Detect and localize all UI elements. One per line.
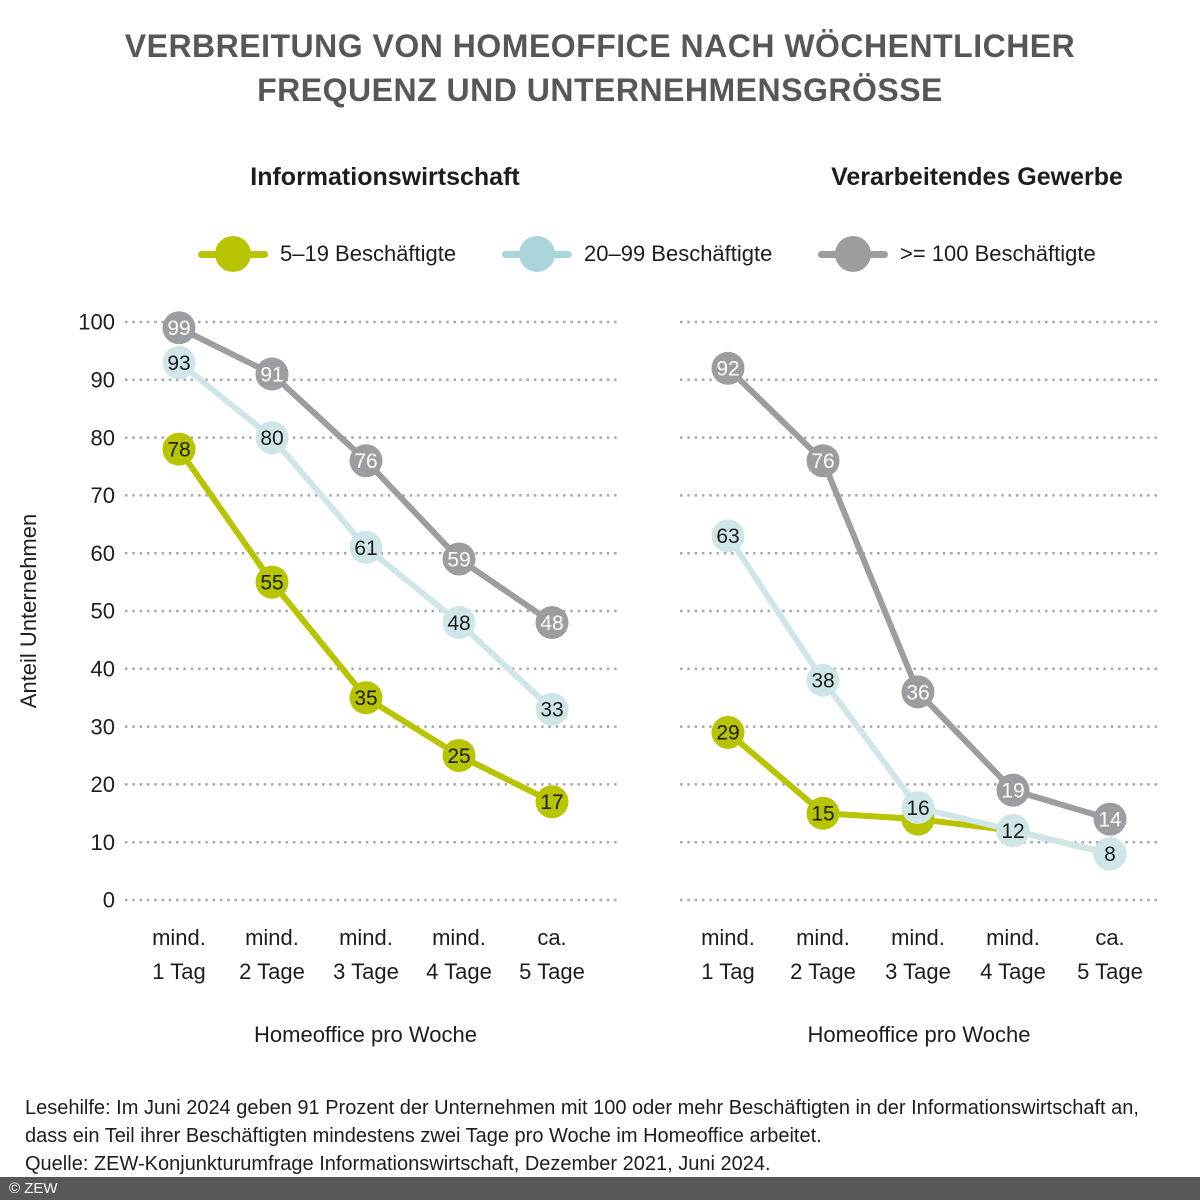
lesehilfe-text-line2: dass ein Teil ihrer Beschäftigten mindestens zwei Tage pro Woche im Homeoffice arbeitet. bbox=[25, 1125, 822, 1147]
data-point-label: 92 bbox=[716, 357, 740, 381]
data-point-label: 99 bbox=[167, 317, 191, 341]
x-tick-label-line2: 2 Tage bbox=[239, 959, 305, 984]
x-tick-label-line1: ca. bbox=[537, 925, 567, 950]
data-point-label: 59 bbox=[447, 548, 471, 572]
x-tick-label-line1: mind. bbox=[701, 925, 755, 950]
y-tick-label: 50 bbox=[90, 598, 115, 624]
data-point-label: 76 bbox=[354, 450, 378, 474]
data-point-label: 48 bbox=[540, 611, 564, 635]
x-tick-label-line2: 3 Tage bbox=[333, 959, 399, 984]
y-tick-label: 20 bbox=[90, 772, 115, 798]
data-point-label: 12 bbox=[1001, 819, 1025, 843]
x-axis-title: Homeoffice pro Woche bbox=[807, 1022, 1031, 1047]
y-tick-label: 10 bbox=[90, 829, 115, 855]
data-point-label: 19 bbox=[1001, 779, 1025, 803]
data-point-label: 29 bbox=[716, 721, 740, 745]
chart-panel bbox=[680, 322, 1158, 1047]
x-tick-label-line1: mind. bbox=[339, 925, 393, 950]
page-title-line2: FREQUENZ UND UNTERNEHMENSGRÖSSE bbox=[257, 72, 943, 108]
y-tick-label: 40 bbox=[90, 656, 115, 682]
data-point-label: 33 bbox=[540, 698, 564, 722]
legend-label: >= 100 Beschäftigte bbox=[900, 241, 1096, 266]
data-point-label: 78 bbox=[167, 438, 191, 462]
data-point-label: 61 bbox=[354, 536, 378, 560]
quelle-text: Quelle: ZEW-Konjunkturumfrage Informationswirtschaft, Dezember 2021, Juni 2024. bbox=[25, 1153, 771, 1175]
data-point-label: 17 bbox=[540, 791, 564, 815]
x-tick-label-line1: mind. bbox=[245, 925, 299, 950]
data-point-label: 63 bbox=[716, 525, 740, 549]
x-tick-label-line2: 4 Tage bbox=[980, 959, 1046, 984]
y-tick-label: 60 bbox=[90, 540, 115, 566]
x-tick-label-line1: mind. bbox=[796, 925, 850, 950]
data-point-label: 38 bbox=[811, 669, 835, 693]
data-point-label: 93 bbox=[167, 351, 191, 375]
data-point-label: 80 bbox=[260, 426, 284, 450]
footer-bar bbox=[0, 1177, 1200, 1200]
data-point-label: 76 bbox=[811, 450, 835, 474]
x-tick-label-line2: 2 Tage bbox=[790, 959, 856, 984]
x-tick-label-line1: mind. bbox=[432, 925, 486, 950]
y-tick-label: 30 bbox=[90, 714, 115, 740]
y-tick-label: 70 bbox=[90, 483, 115, 509]
data-point-label: 14 bbox=[1098, 808, 1122, 832]
data-point-label: 48 bbox=[447, 611, 471, 635]
x-tick-label-line2: 3 Tage bbox=[885, 959, 951, 984]
x-axis-title: Homeoffice pro Woche bbox=[254, 1022, 477, 1047]
legend-label: 20–99 Beschäftigte bbox=[584, 241, 773, 266]
y-tick-label: 80 bbox=[90, 425, 115, 451]
data-point-label: 16 bbox=[906, 796, 930, 820]
data-point-label: 91 bbox=[260, 363, 284, 387]
x-tick-label-line1: mind. bbox=[891, 925, 945, 950]
data-point-label: 55 bbox=[260, 571, 284, 595]
data-point-label: 8 bbox=[1104, 843, 1116, 867]
panel-title-informationswirtschaft: Informationswirtschaft bbox=[250, 163, 520, 191]
x-tick-label-line2: 5 Tage bbox=[519, 959, 585, 984]
x-tick-label-line2: 5 Tage bbox=[1077, 959, 1143, 984]
x-tick-label-line2: 4 Tage bbox=[426, 959, 492, 984]
data-point-label: 25 bbox=[447, 744, 471, 768]
series-line bbox=[179, 449, 552, 802]
panel-title-verarbeitendes-gewerbe: Verarbeitendes Gewerbe bbox=[831, 163, 1123, 191]
y-tick-label: 100 bbox=[78, 309, 115, 335]
data-point-label: 15 bbox=[811, 802, 835, 826]
lesehilfe-text-line1: Lesehilfe: Im Juni 2024 geben 91 Prozent der Unternehmen mit 100 oder mehr Beschäftigten in der Informationswirtschaft an, bbox=[25, 1097, 1139, 1119]
chart-panel bbox=[125, 311, 620, 1047]
page-title-line1: VERBREITUNG VON HOMEOFFICE NACH WÖCHENTLICHER bbox=[124, 28, 1076, 64]
x-tick-label-line2: 1 Tag bbox=[701, 959, 755, 984]
copyright-text: © ZEW bbox=[9, 1180, 58, 1197]
data-point-label: 36 bbox=[906, 681, 930, 705]
x-tick-label-line1: mind. bbox=[986, 925, 1040, 950]
y-tick-label: 0 bbox=[102, 887, 115, 913]
legend-label: 5–19 Beschäftigte bbox=[280, 241, 457, 266]
x-tick-label-line1: mind. bbox=[152, 925, 206, 950]
footnotes bbox=[25, 1094, 1185, 1178]
series-line bbox=[728, 368, 1110, 819]
x-tick-label-line2: 1 Tag bbox=[152, 959, 206, 984]
y-tick-label: 90 bbox=[90, 367, 115, 393]
data-point-label: 35 bbox=[354, 687, 378, 711]
x-tick-label-line1: ca. bbox=[1095, 925, 1125, 950]
y-axis-title: Anteil Unternehmen bbox=[16, 513, 41, 709]
